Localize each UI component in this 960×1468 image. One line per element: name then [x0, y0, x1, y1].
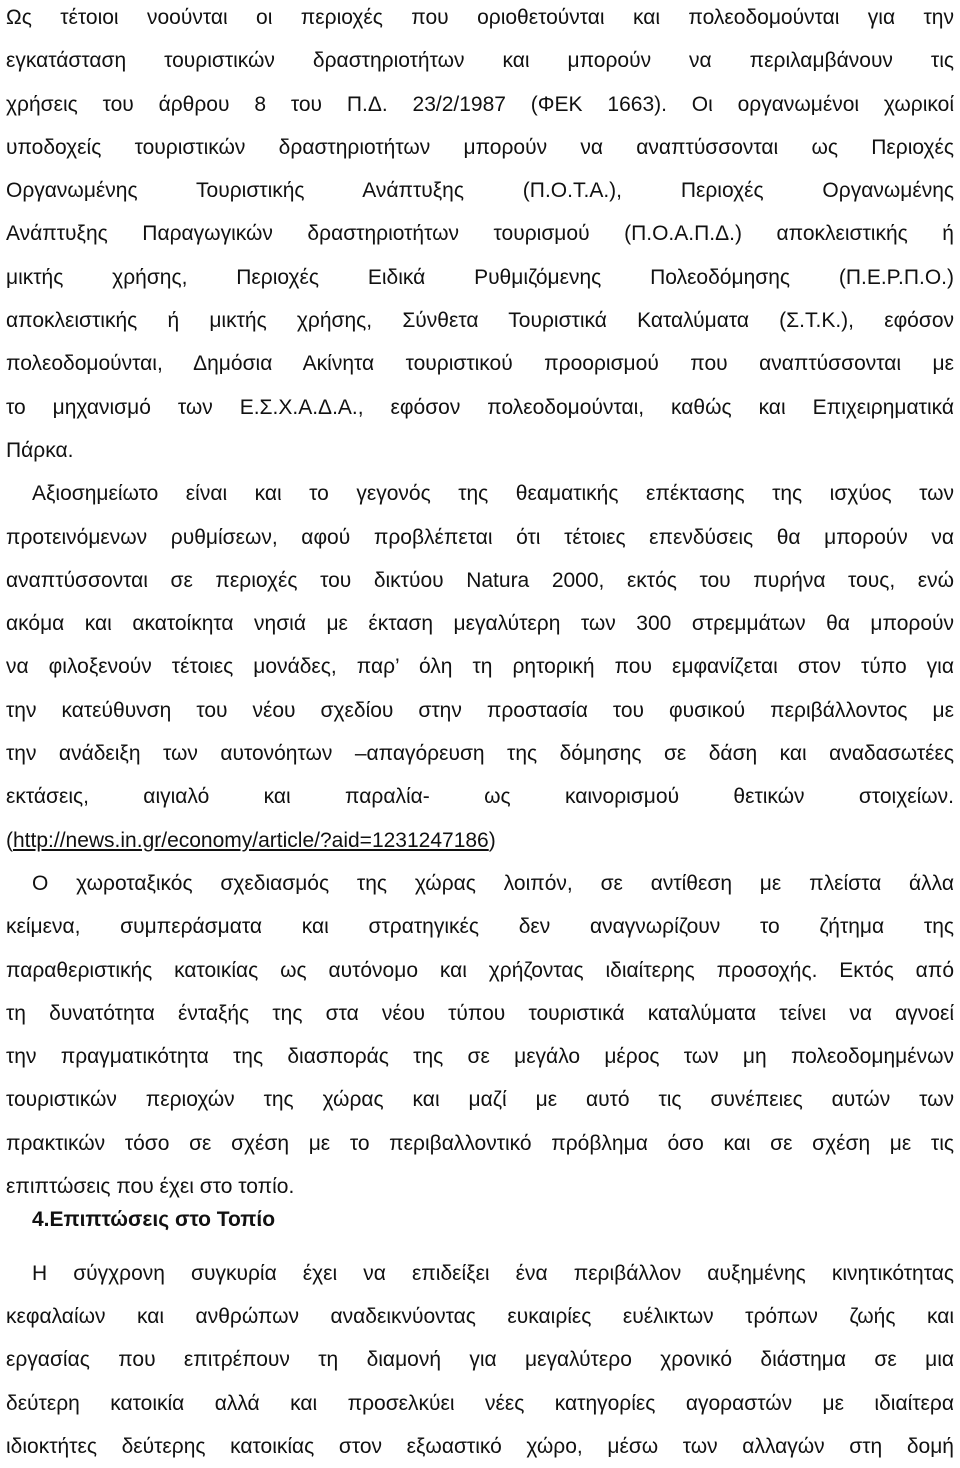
text-line: εκτάσεις, αιγιαλό και παραλία- ως καινορισμού θετικών στοιχείων. — [6, 785, 954, 809]
text-line: Οργανωμένης Τουριστικής Ανάπτυξης (Π.Ο.Τ.Α.), Περιοχές Οργανωμένης — [6, 179, 954, 203]
text-line: προτεινόμενων ρυθμίσεων, αφού προβλέπεται ότι τέτοιες επενδύσεις θα μπορούν να — [6, 525, 954, 549]
text-line: πολεοδομούνται, Δημόσια Ακίνητα τουριστικού προορισμού που αναπτύσσονται με — [6, 352, 954, 376]
source-citation — [6, 819, 954, 862]
text-line: εγκατάσταση τουριστικών δραστηριοτήτων και μπορούν να περιλαμβάνουν τις — [6, 49, 954, 73]
text-line: να φιλοξενούν τέτοιες μονάδες, παρ’ όλη τη ρητορική που εμφανίζεται στον τύπο για — [6, 655, 954, 679]
paragraph-landscape-impact — [6, 1252, 954, 1468]
text-line: την πραγματικότητα της διασποράς της σε μεγάλο μέρος των μη πολεοδομημένων — [6, 1045, 954, 1069]
text-line: ακόμα και ακατοίκητα νησιά με έκταση μεγαλύτερη των 300 στρεμμάτων θα μπορούν — [6, 612, 954, 636]
text-line: Η σύγχρονη συγκυρία έχει να επιδείξει ένα περιβάλλον αυξημένης κινητικότητας — [32, 1261, 954, 1285]
text-line: παραθεριστικής κατοικίας ως αυτόνομο και χρήζοντας ιδιαίτερης προσοχής. Εκτός από — [6, 958, 954, 982]
paragraph-spatial-planning — [6, 862, 954, 1208]
paragraph-tourism-zones — [6, 0, 954, 472]
text-line: την ανάδειξη των αυτονόητων –απαγόρευση της δόμησης σε δάση και αναδασωτέες — [6, 742, 954, 766]
text-line: Ανάπτυξης Παραγωγικών δραστηριοτήτων τουρισμού (Π.Ο.Α.Π.Δ.) αποκλειστικής ή — [6, 222, 954, 246]
text-line: πρακτικών τόσο σε σχέση με το περιβαλλοντικό πρόβλημα όσο και σε σχέση με τις — [6, 1131, 954, 1155]
text-line: δεύτερη κατοικία αλλά και προσελκύει νέες κατηγορίες αγοραστών με ιδιαίτερα — [6, 1391, 954, 1415]
text-line: Ως τέτοιοι νοούνται οι περιοχές που οριοθετούνται και πολεοδομούνται για την — [6, 6, 954, 29]
citation-open-paren: ( — [6, 828, 13, 852]
citation-close-paren: ) — [488, 828, 496, 852]
text-line: τουριστικών περιοχών της χώρας και μαζί με αυτό τις συνέπειες αυτών των — [6, 1088, 954, 1112]
text-line: τη δυνατότητα ένταξής της στα νέου τύπου τουριστικά καταλύματα τείνει να αγνοεί — [6, 1001, 954, 1025]
text-line: εργασίας που επιτρέπουν τη διαμονή για μεγαλύτερο χρονικό διάστημα σε μια — [6, 1348, 954, 1372]
text-line: Αξιοσημείωτο είναι και το γεγονός της θεαματικής επέκτασης της ισχύος των — [32, 482, 954, 506]
text-line: αποκλειστικής ή μικτής χρήσης, Σύνθετα Τουριστικά Καταλύματα (Σ.Τ.Κ.), εφόσον — [6, 309, 954, 333]
source-link[interactable]: http://news.in.gr/economy/article/?aid=1231247186 — [13, 828, 489, 852]
text-line: μικτής χρήσης, Περιοχές Ειδικά Ρυθμιζόμενης Πολεοδόμησης (Π.Ε.Ρ.Π.Ο.) — [6, 265, 954, 289]
text-line: ιδιοκτήτες δεύτερης κατοικίας στον εξωαστικό χώρο, μέσω των αλλαγών στη δομή — [6, 1434, 954, 1458]
text-line: κεφαλαίων και ανθρώπων αναδεικνύοντας ευκαιρίες ευέλικτων τρόπων ζωής και — [6, 1304, 954, 1328]
text-line: το μηχανισμό των Ε.Σ.Χ.Α.Δ.Α., εφόσον πολεοδομούνται, καθώς και Επιχειρηματικά — [6, 395, 954, 419]
text-line: Ο χωροταξικός σχεδιασμός της χώρας λοιπόν, σε αντίθεση με πλείστα άλλα — [32, 871, 954, 895]
section-heading: 4.Επιπτώσεις στο Τοπίο — [32, 1208, 276, 1232]
text-line: κείμενα, συμπεράσματα και στρατηγικές δεν αναγνωρίζουν το ζήτημα της — [6, 915, 954, 939]
text-line: χρήσεις του άρθρου 8 του Π.Δ. 23/2/1987 (ΦΕΚ 1663). Οι οργανωμένοι χωρικοί — [6, 92, 954, 116]
text-line: αναπτύσσονται σε περιοχές του δικτύου Natura 2000, εκτός του πυρήνα τους, ενώ — [6, 568, 954, 592]
paragraph-natura-expansion — [6, 472, 954, 862]
text-line: Πάρκα. — [6, 438, 74, 462]
document-page — [6, 0, 954, 1468]
text-line: την κατεύθυνση του νέου σχεδίου στην προστασία του φυσικού περιβάλλοντος με — [6, 698, 954, 722]
text-line: υποδοχείς τουριστικών δραστηριοτήτων μπορούν να αναπτύσσονται ως Περιοχές — [6, 135, 954, 159]
text-line: επιπτώσεις που έχει στο τοπίο. — [6, 1175, 295, 1199]
